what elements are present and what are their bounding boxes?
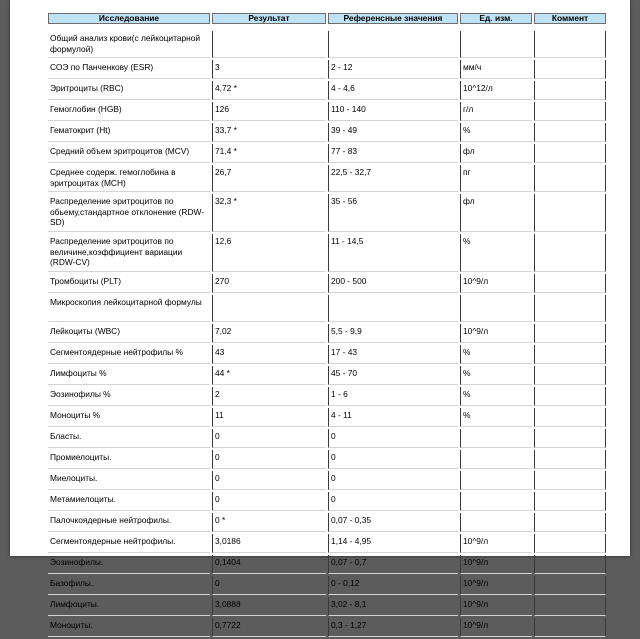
comment-value [534, 102, 606, 121]
table-row [48, 597, 606, 616]
comment-value [534, 387, 606, 406]
test-name: Распределение эритроцитов по величине,коэффициент вариации (RDW-CV) [48, 234, 210, 272]
table-row [48, 81, 606, 100]
unit-value: г/л [460, 102, 532, 121]
result-value: 2 [212, 387, 326, 406]
unit-value [460, 513, 532, 532]
unit-value: % [460, 123, 532, 142]
comment-value [534, 234, 606, 272]
comment-value [534, 60, 606, 79]
header-test: Исследование [48, 13, 210, 24]
comment-value [534, 429, 606, 448]
table-row [48, 123, 606, 142]
reference-range: 1 - 6 [328, 387, 458, 406]
reference-range: 200 - 500 [328, 274, 458, 293]
reference-range: 0,07 - 0,7 [328, 555, 458, 574]
test-name: Среднее содерж. гемоглобина в эритроцитах (MCH) [48, 165, 210, 192]
comment-value [534, 576, 606, 595]
unit-value: 10^9/л [460, 618, 532, 637]
table-row [48, 450, 606, 469]
table-row [48, 618, 606, 637]
comment-value [534, 534, 606, 553]
test-name: Палочкоядерные нейтрофилы. [48, 513, 210, 532]
table-row [48, 429, 606, 448]
test-name: Лейкоциты (WBC) [48, 324, 210, 343]
result-value [212, 31, 326, 58]
test-name: Моноциты. [48, 618, 210, 637]
result-value: 270 [212, 274, 326, 293]
test-name: Промиелоциты. [48, 450, 210, 469]
result-value: 0 [212, 429, 326, 448]
result-value: 0 [212, 471, 326, 490]
result-value: 3 [212, 60, 326, 79]
result-value: 71,4 * [212, 144, 326, 163]
result-value: 0 [212, 576, 326, 595]
table-row [48, 513, 606, 532]
test-name: Эозинофилы. [48, 555, 210, 574]
comment-value [534, 345, 606, 364]
reference-range: 0 [328, 492, 458, 511]
table-row [48, 324, 606, 343]
lab-results-table [46, 11, 608, 639]
header-row [48, 13, 606, 24]
result-value: 0 [212, 492, 326, 511]
reference-range: 22,5 - 32,7 [328, 165, 458, 192]
table-row [48, 366, 606, 385]
reference-range: 77 - 83 [328, 144, 458, 163]
comment-value [534, 408, 606, 427]
reference-range [328, 295, 458, 322]
result-value: 26,7 [212, 165, 326, 192]
reference-range: 5,5 - 9,9 [328, 324, 458, 343]
reference-range: 17 - 43 [328, 345, 458, 364]
reference-range: 0 - 0,12 [328, 576, 458, 595]
table-row [48, 274, 606, 293]
comment-value [534, 366, 606, 385]
test-name: Сегментоядерные нейтрофилы. [48, 534, 210, 553]
reference-range [328, 31, 458, 58]
comment-value [534, 618, 606, 637]
unit-value: пг [460, 165, 532, 192]
unit-value: 10^9/л [460, 576, 532, 595]
reference-range: 35 - 56 [328, 194, 458, 232]
reference-range: 2 - 12 [328, 60, 458, 79]
result-value: 3,0888 [212, 597, 326, 616]
table-row [48, 165, 606, 192]
result-value: 43 [212, 345, 326, 364]
comment-value [534, 492, 606, 511]
unit-value: % [460, 408, 532, 427]
result-value: 0 * [212, 513, 326, 532]
reference-range: 0 [328, 429, 458, 448]
comment-value [534, 513, 606, 532]
unit-value [460, 471, 532, 490]
unit-value: фл [460, 144, 532, 163]
table-row [48, 555, 606, 574]
comment-value [534, 194, 606, 232]
unit-value [460, 450, 532, 469]
unit-value [460, 492, 532, 511]
unit-value: 10^9/л [460, 274, 532, 293]
header-comment: Коммент [534, 13, 606, 24]
comment-value [534, 450, 606, 469]
table-row [48, 576, 606, 595]
test-name: Базофилы. [48, 576, 210, 595]
unit-value: 10^9/л [460, 534, 532, 553]
table-row [48, 295, 606, 322]
test-name: Микроскопия лейкоцитарной формулы [48, 295, 210, 322]
result-value: 32,3 * [212, 194, 326, 232]
comment-value [534, 295, 606, 322]
test-name: Общий анализ крови(с лейкоцитарной формулой) [48, 31, 210, 58]
comment-value [534, 31, 606, 58]
test-name: Миелоциты. [48, 471, 210, 490]
test-name: Метамиелоциты. [48, 492, 210, 511]
comment-value [534, 144, 606, 163]
unit-value: % [460, 345, 532, 364]
test-name: Лимфоциты. [48, 597, 210, 616]
result-value: 12,6 [212, 234, 326, 272]
unit-value: мм/ч [460, 60, 532, 79]
result-value: 7,02 [212, 324, 326, 343]
reference-range: 4 - 4,6 [328, 81, 458, 100]
header-reference: Референсные значения [328, 13, 458, 24]
reference-range: 0 [328, 471, 458, 490]
comment-value [534, 165, 606, 192]
result-value: 33,7 * [212, 123, 326, 142]
reference-range: 0 [328, 450, 458, 469]
result-value [212, 295, 326, 322]
test-name: Тромбоциты (PLT) [48, 274, 210, 293]
table-row [48, 234, 606, 272]
test-name: Гематокрит (Ht) [48, 123, 210, 142]
unit-value: % [460, 366, 532, 385]
test-name: Бласты. [48, 429, 210, 448]
table-row [48, 31, 606, 58]
result-value: 0,7722 [212, 618, 326, 637]
result-value: 4,72 * [212, 81, 326, 100]
reference-range: 45 - 70 [328, 366, 458, 385]
test-name: Гемоглобин (HGB) [48, 102, 210, 121]
result-value: 0 [212, 450, 326, 469]
comment-value [534, 274, 606, 293]
comment-value [534, 81, 606, 100]
unit-value: 10^12/л [460, 81, 532, 100]
result-value: 3,0186 [212, 534, 326, 553]
reference-range: 110 - 140 [328, 102, 458, 121]
result-value: 11 [212, 408, 326, 427]
reference-range: 1,14 - 4,95 [328, 534, 458, 553]
table-row [48, 492, 606, 511]
reference-range: 0,07 - 0,35 [328, 513, 458, 532]
test-name: Лимфоциты % [48, 366, 210, 385]
table-row [48, 60, 606, 79]
reference-range: 4 - 11 [328, 408, 458, 427]
unit-value [460, 429, 532, 448]
table-row [48, 144, 606, 163]
unit-value: фл [460, 194, 532, 232]
header-unit: Ед. изм. [460, 13, 532, 24]
table-row [48, 408, 606, 427]
unit-value [460, 31, 532, 58]
comment-value [534, 471, 606, 490]
reference-range: 39 - 49 [328, 123, 458, 142]
test-name: Средний объем эритроцитов (MCV) [48, 144, 210, 163]
unit-value: 10^9/л [460, 597, 532, 616]
table-row [48, 194, 606, 232]
table-row [48, 102, 606, 121]
result-value: 126 [212, 102, 326, 121]
table-row [48, 345, 606, 364]
test-name: Распределение эритроцитов по обьему,стандартное отклонение (RDW-SD) [48, 194, 210, 232]
comment-value [534, 123, 606, 142]
test-name: Эритроциты (RBC) [48, 81, 210, 100]
reference-range: 11 - 14,5 [328, 234, 458, 272]
unit-value: % [460, 387, 532, 406]
unit-value: % [460, 234, 532, 272]
result-value: 0,1404 [212, 555, 326, 574]
comment-value [534, 324, 606, 343]
test-name: Эозинофилы % [48, 387, 210, 406]
reference-range: 0,3 - 1,27 [328, 618, 458, 637]
comment-value [534, 555, 606, 574]
table-row [48, 534, 606, 553]
reference-range: 3,02 - 8,1 [328, 597, 458, 616]
table-row [48, 471, 606, 490]
test-name: Сегментоядерные нейтрофилы % [48, 345, 210, 364]
unit-value: 10^9/л [460, 555, 532, 574]
unit-value [460, 295, 532, 322]
unit-value: 10^9/л [460, 324, 532, 343]
document-page [10, 0, 630, 630]
comment-value [534, 597, 606, 616]
test-name: СОЭ по Панченкову (ESR) [48, 60, 210, 79]
header-result: Результат [212, 13, 326, 24]
table-row [48, 387, 606, 406]
result-value: 44 * [212, 366, 326, 385]
test-name: Моноциты % [48, 408, 210, 427]
